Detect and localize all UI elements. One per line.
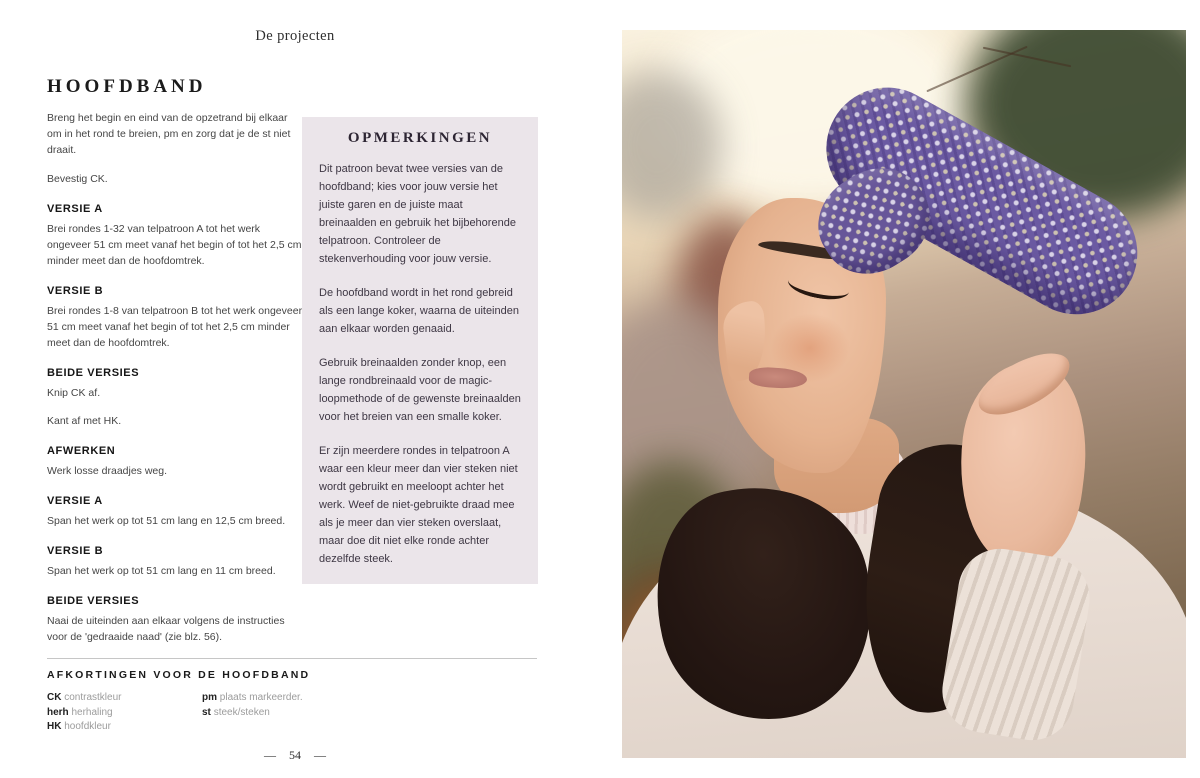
section-heading: BEIDE VERSIES <box>47 367 140 379</box>
section-heading: VERSIE B <box>47 545 104 557</box>
abbr-key: pm <box>202 692 217 703</box>
section-heading: BEIDE VERSIES <box>47 595 140 607</box>
divider <box>47 658 537 659</box>
section-text: Kant af met HK. <box>47 415 122 427</box>
section-versie-a-knit <box>47 201 303 269</box>
section-afwerken <box>47 443 303 479</box>
abbreviations-column-1 <box>47 691 202 735</box>
section-versie-b-block <box>47 543 303 579</box>
abbr-item <box>47 691 202 706</box>
abbr-meaning: steek/steken <box>213 706 270 718</box>
abbr-key: st <box>202 706 211 718</box>
section-beide-versies-cut <box>47 365 303 401</box>
notes-paragraph: Er zijn meerdere rondes in telpatroon A waar een kleur meer dan vier steken niet wordt gebruikt en meeloopt achter het werk. Weef de niet-gebruikte draad mee als je meer dan vier steken overslaat, maar doe dit niet elke ronde achter dezelfde steek. <box>319 445 518 565</box>
section-heading: VERSIE B <box>47 285 104 297</box>
abbr-meaning: contrastkleur <box>64 692 122 703</box>
abbr-item <box>47 720 202 735</box>
section-versie-a-block <box>47 493 303 529</box>
abbr-item <box>202 691 357 706</box>
section-text: Werk losse draadjes weg. <box>47 465 168 477</box>
notes-paragraph: Gebruik breinaalden zonder knop, een lange rondbreinaald voor de magic-loopmethode of de gewenste breinaalden voor het breien van een smalle koker. <box>319 357 521 423</box>
abbr-meaning: hoofdkleur <box>64 721 111 732</box>
section-heading: AFWERKEN <box>47 445 116 457</box>
notes-title: OPMERKINGEN <box>347 130 493 146</box>
instructions-column <box>47 110 303 657</box>
section-heading: VERSIE A <box>47 203 103 215</box>
section-text: Span het werk op tot 51 cm lang en 12,5 cm breed. <box>47 515 286 527</box>
notes-paragraph: Dit patroon bevat twee versies van de hoofdband; kies voor jouw versie het juiste garen en de juiste maat breinaalden en gebruik het bijbehorende telpatroon. Controleer de stekenverhouding voor jouw versie. <box>319 163 516 265</box>
headband-photo <box>622 30 1186 758</box>
section-text: Span het werk op tot 51 cm lang en 11 cm breed. <box>47 565 276 577</box>
abbr-key: herh <box>47 706 69 718</box>
section-text: Brei rondes 1-8 van telpatroon B tot het werk ongeveer 51 cm meet vanaf het begin of tot het 2,5 cm minder meet dan de hoofdomtrek. <box>47 305 303 349</box>
abbr-key: CK <box>47 692 62 703</box>
section-text: Naai de uiteinden aan elkaar volgens de instructies voor de 'gedraaide naad' (zie blz. 56). <box>47 615 285 643</box>
notes-paragraph: De hoofdband wordt in het rond gebreid als een lange koker, waarna de uiteinden aan elkaar worden genaaid. <box>319 287 519 335</box>
abbreviations-title: AFKORTINGEN VOOR DE HOOFDBAND <box>47 669 311 681</box>
section-versie-b-knit <box>47 283 303 351</box>
running-header: De projecten <box>255 28 335 44</box>
page-title: HOOFDBAND <box>47 76 207 97</box>
section-heading: VERSIE A <box>47 495 103 507</box>
abbr-meaning: herhaling <box>71 706 113 718</box>
abbr-item <box>47 706 202 721</box>
section-beide-versies-seam <box>47 593 303 645</box>
section-text: Knip CK af. <box>47 387 101 399</box>
abbr-meaning: plaats markeerder. <box>219 692 303 703</box>
abbreviations-section <box>47 658 537 735</box>
section-bindoff <box>47 413 303 429</box>
intro-paragraph: Breng het begin en eind van de opzetrand bij elkaar om in het rond te breien, pm en zorg dat je de st niet draait. <box>47 112 291 156</box>
abbr-key: HK <box>47 721 62 732</box>
page-number: — 54 — <box>264 748 326 762</box>
abbreviations-column-2 <box>202 691 357 735</box>
abbr-item <box>202 706 357 721</box>
attach-note: Bevestig CK. <box>47 173 108 185</box>
section-text: Brei rondes 1-32 van telpatroon A tot het werk ongeveer 51 cm meet vanaf het begin of tot het 2,5 cm minder meet dan de hoofdomtrek. <box>47 223 302 267</box>
opmerkingen-box <box>302 117 538 584</box>
